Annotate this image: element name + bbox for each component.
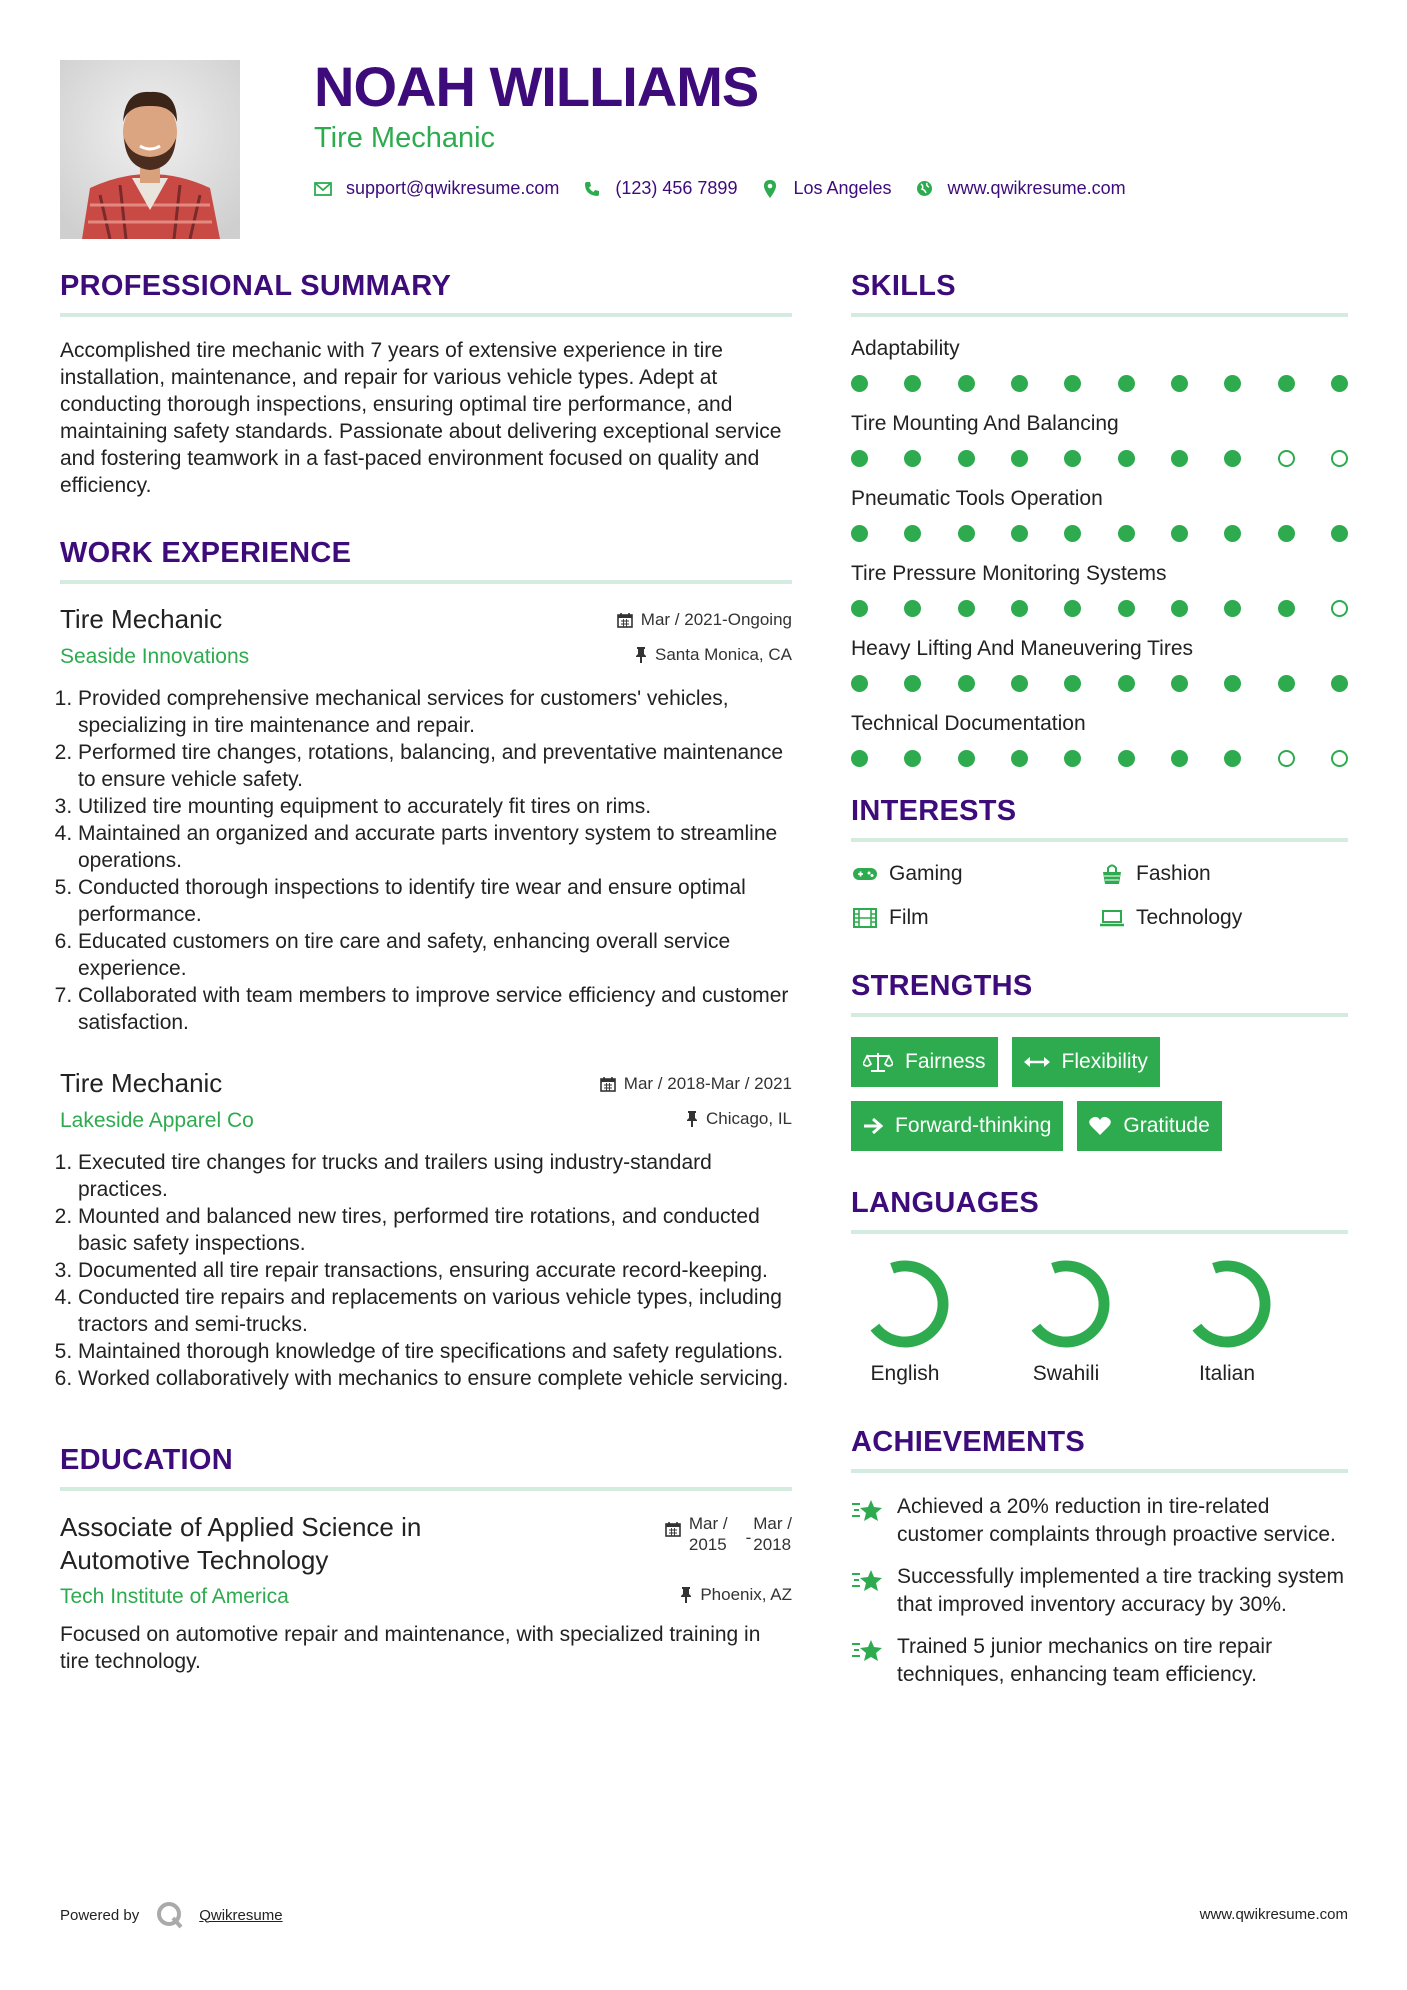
rating-dot-filled bbox=[1331, 675, 1348, 692]
education-degree bbox=[60, 1511, 421, 1577]
language-gauge bbox=[855, 1254, 955, 1354]
rating-dot-filled bbox=[1224, 750, 1241, 767]
job-title: Tire Mechanic bbox=[314, 122, 496, 154]
rating-dot-filled bbox=[1224, 375, 1241, 392]
start-month: Mar / bbox=[688, 1514, 728, 1533]
work-heading: WORK EXPERIENCE bbox=[60, 537, 792, 584]
end-year: 2018 bbox=[753, 1535, 792, 1554]
strengths-section bbox=[851, 970, 1348, 1151]
contact-bar bbox=[314, 178, 1150, 199]
pushpin-icon bbox=[680, 1587, 692, 1603]
language-label: Swahili bbox=[1032, 1362, 1100, 1385]
list-item: 5. Maintained thorough knowledge of tire specifications and safety regulations. bbox=[78, 1338, 792, 1365]
strengths-heading: STRENGTHS bbox=[851, 970, 1348, 1017]
degree-line: Automotive Technology bbox=[60, 1545, 329, 1575]
rating-dot-filled bbox=[958, 750, 975, 767]
job-entry-date bbox=[600, 1074, 792, 1094]
rating-dot-empty bbox=[1278, 750, 1295, 767]
interests-heading: INTERESTS bbox=[851, 795, 1348, 842]
strength-chip bbox=[851, 1101, 1063, 1151]
rating-dot-filled bbox=[851, 375, 868, 392]
rating-dot-filled bbox=[1011, 525, 1028, 542]
rating-dot-filled bbox=[1064, 450, 1081, 467]
rating-dot-empty bbox=[1278, 450, 1295, 467]
rating-dot-filled bbox=[851, 450, 868, 467]
rating-dot-filled bbox=[1064, 525, 1081, 542]
summary-section bbox=[60, 270, 792, 499]
language-gauge bbox=[1016, 1254, 1116, 1354]
language-gauge-arc bbox=[1178, 1255, 1275, 1352]
list-item: 1. Provided comprehensive mechanical services for customers' vehicles, specializing in tire maintenance and repair. bbox=[78, 685, 792, 739]
end-month: Mar / bbox=[753, 1514, 792, 1533]
list-item: 3. Utilized tire mounting equipment to accurately fit tires on rims. bbox=[78, 793, 792, 820]
rating-dot-filled bbox=[851, 750, 868, 767]
job-entry bbox=[60, 604, 792, 1036]
rating-dot-filled bbox=[904, 450, 921, 467]
rating-dot-filled bbox=[1224, 525, 1241, 542]
envelope-icon bbox=[314, 180, 332, 198]
rating-dot-filled bbox=[1064, 750, 1081, 767]
education-location bbox=[680, 1585, 792, 1605]
strength-label: Gratitude bbox=[1123, 1114, 1210, 1137]
education-school: Tech Institute of America bbox=[60, 1585, 289, 1608]
job-location-text: Chicago, IL bbox=[706, 1109, 792, 1128]
rating-dot-filled bbox=[1171, 750, 1188, 767]
candidate-name: NOAH WILLIAMS bbox=[314, 55, 759, 118]
arrows-horizontal-icon bbox=[1024, 1055, 1050, 1069]
pushpin-icon bbox=[635, 647, 647, 663]
rating-dot-filled bbox=[1064, 675, 1081, 692]
qwikresume-logo-icon bbox=[155, 1900, 185, 1930]
pushpin-icon bbox=[686, 1111, 698, 1127]
rating-dot-filled bbox=[1171, 600, 1188, 617]
arrow-right-icon bbox=[863, 1117, 883, 1135]
list-item: 1. Executed tire changes for trucks and trailers using industry-standard practices. bbox=[78, 1149, 792, 1203]
rating-dot-filled bbox=[958, 600, 975, 617]
rating-dot-filled bbox=[958, 525, 975, 542]
rating-dot-filled bbox=[1171, 525, 1188, 542]
skill-rating bbox=[851, 600, 1348, 617]
job-location-text: Santa Monica, CA bbox=[654, 645, 792, 664]
education-start bbox=[689, 1513, 728, 1555]
shooting-star-icon bbox=[851, 1493, 885, 1549]
education-end bbox=[753, 1513, 792, 1555]
skill-name: Pneumatic Tools Operation bbox=[851, 487, 1103, 510]
phone-text: (123) 456 7899 bbox=[615, 178, 738, 198]
globe-icon bbox=[916, 180, 934, 198]
interest-item-fashion bbox=[1098, 862, 1345, 886]
calendar-icon bbox=[665, 1521, 681, 1537]
language-item bbox=[1012, 1254, 1120, 1386]
footer-website[interactable]: www.qwikresume.com bbox=[1199, 1906, 1348, 1923]
rating-dot-filled bbox=[1064, 600, 1081, 617]
contact-email[interactable] bbox=[314, 178, 559, 199]
skill-name: Tire Mounting And Balancing bbox=[851, 412, 1119, 435]
rating-dot-filled bbox=[1224, 600, 1241, 617]
achievements-heading: ACHIEVEMENTS bbox=[851, 1426, 1348, 1473]
job-entry-date bbox=[617, 610, 792, 630]
rating-dot-filled bbox=[1118, 675, 1135, 692]
achievements-list bbox=[851, 1493, 1348, 1689]
rating-dot-filled bbox=[1278, 375, 1295, 392]
list-item: 3. Documented all tire repair transactions, ensuring accurate record-keeping. bbox=[78, 1257, 792, 1284]
gamepad-icon bbox=[851, 863, 879, 885]
education-location-text: Phoenix, AZ bbox=[700, 1585, 792, 1604]
language-label: Italian bbox=[1198, 1362, 1256, 1385]
skill-name: Heavy Lifting And Maneuvering Tires bbox=[851, 637, 1194, 660]
job-entry-location bbox=[635, 645, 792, 665]
strength-label: Fairness bbox=[905, 1050, 986, 1073]
strength-chip bbox=[1012, 1037, 1160, 1087]
skill-rating bbox=[851, 450, 1348, 467]
contact-location bbox=[761, 178, 891, 199]
language-item bbox=[1173, 1254, 1281, 1386]
shopping-bag-icon bbox=[1098, 863, 1126, 885]
job-entry bbox=[60, 1068, 792, 1392]
film-icon bbox=[851, 907, 879, 929]
rating-dot-filled bbox=[1171, 375, 1188, 392]
rating-dot-filled bbox=[904, 600, 921, 617]
skill-name: Technical Documentation bbox=[851, 712, 1086, 735]
profile-photo bbox=[60, 60, 240, 239]
heart-icon bbox=[1089, 1116, 1111, 1136]
laptop-icon bbox=[1098, 907, 1126, 929]
rating-dot-filled bbox=[904, 375, 921, 392]
rating-dot-filled bbox=[1278, 525, 1295, 542]
website-text: www.qwikresume.com bbox=[947, 178, 1126, 198]
list-item: 6. Educated customers on tire care and safety, enhancing overall service experience. bbox=[78, 928, 792, 982]
achievement-item bbox=[851, 1633, 1348, 1689]
rating-dot-filled bbox=[1331, 525, 1348, 542]
language-label: English bbox=[870, 1362, 940, 1385]
interest-label: Gaming bbox=[889, 862, 963, 885]
list-item: 4. Conducted tire repairs and replacements on various vehicle types, including tractors and semi-trucks. bbox=[78, 1284, 792, 1338]
rating-dot-filled bbox=[1118, 525, 1135, 542]
rating-dot-filled bbox=[958, 675, 975, 692]
languages-list bbox=[851, 1254, 1281, 1386]
list-item: 4. Maintained an organized and accurate parts inventory system to streamline operations. bbox=[78, 820, 792, 874]
strength-label: Flexibility bbox=[1061, 1050, 1148, 1073]
interest-item-technology bbox=[1098, 906, 1345, 930]
job-entry-title: Tire Mechanic bbox=[60, 1068, 223, 1098]
contact-phone[interactable] bbox=[583, 178, 737, 199]
balance-scale-icon bbox=[863, 1051, 893, 1073]
list-item: 6. Worked collaboratively with mechanics to ensure complete vehicle servicing. bbox=[78, 1365, 792, 1392]
rating-dot-filled bbox=[851, 600, 868, 617]
rating-dot-filled bbox=[1118, 750, 1135, 767]
list-item: 7. Collaborated with team members to improve service efficiency and customer satisfaction. bbox=[78, 982, 792, 1036]
education-description: Focused on automotive repair and maintenance, with specialized training in tire technology. bbox=[60, 1623, 761, 1673]
shooting-star-icon bbox=[851, 1563, 885, 1619]
rating-dot-filled bbox=[904, 675, 921, 692]
languages-section bbox=[851, 1187, 1348, 1386]
job-entry-company: Lakeside Apparel Co bbox=[60, 1109, 254, 1132]
interests-section bbox=[851, 795, 1348, 930]
powered-by-label: Powered by bbox=[60, 1906, 140, 1924]
rating-dot-filled bbox=[1011, 675, 1028, 692]
strength-label: Forward-thinking bbox=[895, 1114, 1052, 1137]
interest-label: Technology bbox=[1136, 906, 1243, 929]
list-item: 2. Performed tire changes, rotations, balancing, and preventative maintenance to ensure vehicle safety. bbox=[78, 739, 792, 793]
rating-dot-filled bbox=[1011, 600, 1028, 617]
job-bullets bbox=[60, 685, 792, 1036]
rating-dot-filled bbox=[1171, 450, 1188, 467]
job-entry-location bbox=[686, 1109, 792, 1129]
rating-dot-empty bbox=[1331, 600, 1348, 617]
job-date-text: Mar / 2018-Mar / 2021 bbox=[623, 1074, 792, 1093]
interest-label: Film bbox=[889, 906, 929, 929]
work-section bbox=[60, 537, 792, 1392]
date-dash: - bbox=[745, 1528, 752, 1547]
skill-rating bbox=[851, 375, 1348, 392]
skills-list bbox=[851, 337, 1348, 767]
calendar-icon bbox=[600, 1076, 616, 1092]
start-year: 2015 bbox=[688, 1535, 727, 1554]
right-column bbox=[851, 270, 1348, 1703]
brand-link[interactable]: Qwikresume bbox=[199, 1906, 283, 1924]
calendar-icon bbox=[617, 612, 633, 628]
achievements-section bbox=[851, 1426, 1348, 1689]
summary-heading: PROFESSIONAL SUMMARY bbox=[60, 270, 792, 317]
rating-dot-filled bbox=[1118, 375, 1135, 392]
education-dates bbox=[665, 1513, 792, 1555]
job-bullets bbox=[60, 1149, 792, 1392]
shooting-star-icon bbox=[851, 1633, 885, 1689]
rating-dot-filled bbox=[1278, 600, 1295, 617]
achievement-item bbox=[851, 1493, 1348, 1549]
achievement-text: Trained 5 junior mechanics on tire repair techniques, enhancing team efficiency. bbox=[897, 1635, 1273, 1686]
rating-dot-filled bbox=[904, 525, 921, 542]
rating-dot-filled bbox=[1064, 375, 1081, 392]
skill-rating bbox=[851, 675, 1348, 692]
contact-website[interactable] bbox=[916, 178, 1126, 199]
achievement-item bbox=[851, 1563, 1348, 1619]
rating-dot-empty bbox=[1331, 750, 1348, 767]
skill-name: Tire Pressure Monitoring Systems bbox=[851, 562, 1167, 585]
left-column bbox=[60, 270, 792, 1675]
strength-chip bbox=[851, 1037, 998, 1087]
rating-dot-filled bbox=[958, 375, 975, 392]
rating-dot-filled bbox=[1011, 375, 1028, 392]
list-item: 5. Conducted thorough inspections to identify tire wear and ensure optimal performance. bbox=[78, 874, 792, 928]
rating-dot-filled bbox=[1224, 675, 1241, 692]
email-text: support@qwikresume.com bbox=[346, 178, 560, 198]
rating-dot-filled bbox=[851, 675, 868, 692]
rating-dot-filled bbox=[1331, 375, 1348, 392]
job-entry-title: Tire Mechanic bbox=[60, 604, 223, 634]
degree-line: Associate of Applied Science in bbox=[60, 1512, 422, 1542]
rating-dot-filled bbox=[1171, 675, 1188, 692]
rating-dot-filled bbox=[904, 750, 921, 767]
rating-dot-filled bbox=[1118, 450, 1135, 467]
achievement-text: Successfully implemented a tire tracking system that improved inventory accuracy by 30%. bbox=[897, 1565, 1344, 1616]
strength-chip bbox=[1077, 1101, 1221, 1151]
rating-dot-filled bbox=[851, 525, 868, 542]
language-item bbox=[851, 1254, 959, 1386]
footer-powered bbox=[60, 1900, 283, 1930]
interest-label: Fashion bbox=[1136, 862, 1211, 885]
interest-item-film bbox=[851, 906, 1098, 930]
rating-dot-filled bbox=[1278, 675, 1295, 692]
skill-rating bbox=[851, 750, 1348, 767]
job-date-text: Mar / 2021-Ongoing bbox=[640, 610, 792, 629]
skill-name: Adaptability bbox=[851, 337, 960, 360]
skills-section bbox=[851, 270, 1348, 767]
rating-dot-filled bbox=[1224, 450, 1241, 467]
language-gauge-arc bbox=[1017, 1255, 1114, 1352]
interest-item-gaming bbox=[851, 862, 1098, 886]
rating-dot-filled bbox=[1118, 600, 1135, 617]
rating-dot-empty bbox=[1331, 450, 1348, 467]
languages-heading: LANGUAGES bbox=[851, 1187, 1348, 1234]
language-gauge-arc bbox=[856, 1255, 953, 1352]
summary-text: Accomplished tire mechanic with 7 years of extensive experience in tire installation, maintenance, and repair for various vehicle types. Adept at conducting thorough inspections, ensuring optimal tire performance, and maintaining safety standards. Passionate about delivering exceptional service and fostering teamwork in a fast-paced environment focused on quality and efficiency. bbox=[60, 339, 782, 497]
skill-rating bbox=[851, 525, 1348, 542]
education-heading: EDUCATION bbox=[60, 1444, 792, 1491]
location-text: Los Angeles bbox=[793, 178, 892, 198]
rating-dot-filled bbox=[1011, 750, 1028, 767]
skills-heading: SKILLS bbox=[851, 270, 1348, 317]
education-section bbox=[60, 1444, 792, 1675]
rating-dot-filled bbox=[1011, 450, 1028, 467]
phone-icon bbox=[583, 180, 601, 198]
language-gauge bbox=[1177, 1254, 1277, 1354]
rating-dot-filled bbox=[958, 450, 975, 467]
job-entry-company: Seaside Innovations bbox=[60, 645, 250, 668]
list-item: 2. Mounted and balanced new tires, performed tire rotations, and conducted basic safety inspections. bbox=[78, 1203, 792, 1257]
achievement-text: Achieved a 20% reduction in tire-related customer complaints through proactive service. bbox=[897, 1495, 1336, 1546]
map-pin-icon bbox=[761, 180, 779, 198]
